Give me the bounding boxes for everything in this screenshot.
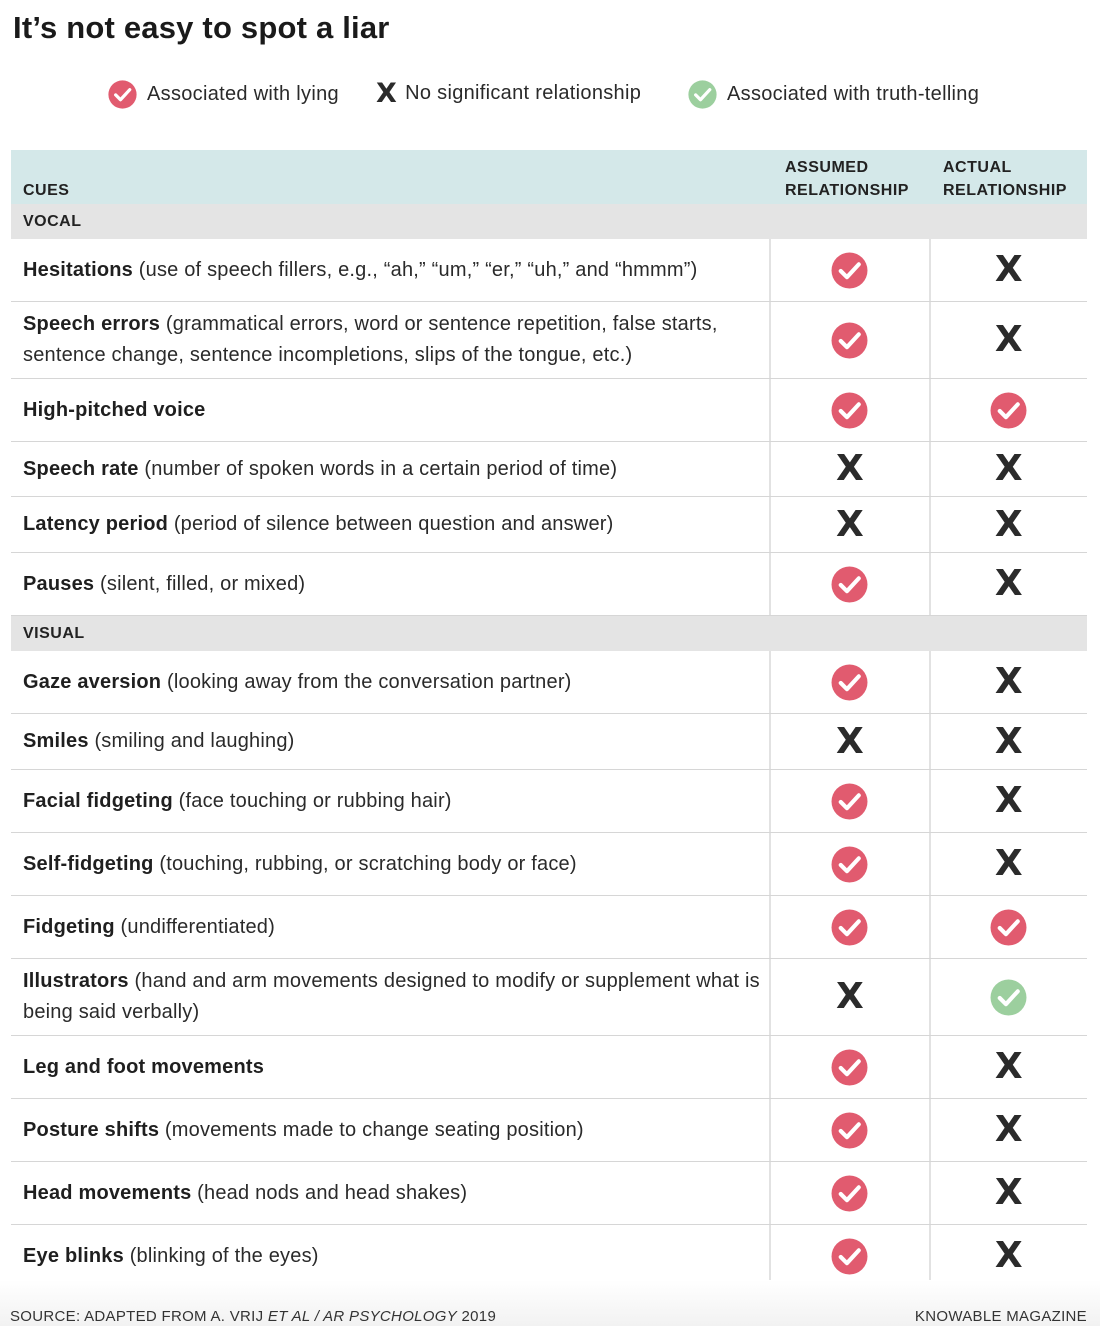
cue-description: (silent, filled, or mixed) — [94, 572, 306, 595]
cue-description: (head nods and head shakes) — [191, 1181, 468, 1204]
cue-text — [23, 395, 206, 426]
cue-cell — [11, 770, 769, 832]
table-row — [11, 1225, 1087, 1287]
header-assumed-line2: RELATIONSHIP — [785, 182, 909, 199]
legend-none — [376, 80, 641, 107]
actual-cell — [929, 497, 1087, 552]
legend-none-label: No significant relationship — [405, 82, 642, 104]
cue-name: Smiles — [23, 730, 89, 752]
assumed-cell — [769, 651, 928, 713]
check-circle-red-icon — [831, 252, 868, 289]
cue-text — [23, 912, 275, 943]
cue-cell — [11, 833, 769, 895]
footer — [0, 1280, 1100, 1326]
cue-name: Posture shifts — [23, 1118, 160, 1141]
check-circle-red-icon — [990, 909, 1027, 946]
x-mark-icon: X — [836, 503, 864, 545]
table-row — [11, 1162, 1087, 1225]
cue-text — [23, 966, 769, 1028]
cue-text — [23, 849, 577, 880]
assumed-cell — [769, 379, 928, 441]
table-row — [11, 714, 1087, 770]
cue-text — [23, 569, 305, 600]
x-mark-icon: X — [994, 843, 1023, 884]
cue-description: (hand and arm movements designed to modify or supplement what is being said verbally) — [23, 970, 760, 1023]
cue-cell — [11, 959, 769, 1035]
cue-description: (period of silence between question and answer) — [168, 513, 614, 535]
x-mark-icon: X — [836, 720, 864, 762]
x-mark-icon: X — [994, 1235, 1023, 1276]
cue-text — [23, 454, 617, 485]
assumed-cell — [769, 553, 928, 615]
check-circle-red-icon — [831, 566, 868, 603]
section-title: VISUAL — [23, 625, 85, 642]
table-row — [11, 379, 1087, 442]
cue-cell — [11, 651, 769, 713]
actual-cell — [929, 1036, 1087, 1098]
cue-cell — [11, 553, 769, 615]
table-row — [11, 553, 1087, 616]
cue-text — [23, 255, 697, 286]
cue-text — [23, 1115, 584, 1146]
actual-cell — [929, 833, 1087, 895]
section-header — [11, 204, 1087, 239]
check-circle-red-icon — [831, 846, 868, 883]
assumed-cell — [769, 770, 928, 832]
check-circle-green-icon — [990, 979, 1027, 1016]
cue-name: Fidgeting — [23, 915, 115, 938]
cue-description: (use of speech fillers, e.g., “ah,” “um,” “er,” “uh,” and “hmmm”) — [133, 258, 698, 281]
table-header — [11, 150, 1087, 204]
check-circle-red-icon — [831, 664, 868, 701]
actual-cell — [929, 1225, 1087, 1287]
actual-cell — [929, 770, 1087, 832]
cue-name: Speech errors — [23, 313, 161, 335]
assumed-cell — [769, 714, 928, 769]
table-row — [11, 302, 1087, 379]
cue-name: Eye blinks — [23, 1244, 124, 1267]
legend-lying — [108, 80, 339, 109]
cue-text — [23, 1052, 264, 1083]
assumed-cell — [769, 239, 928, 301]
x-mark-icon: X — [376, 78, 398, 109]
cue-name: Hesitations — [23, 258, 134, 281]
cue-name: Head movements — [23, 1181, 192, 1204]
cue-text — [23, 786, 452, 817]
header-actual — [943, 156, 1067, 202]
section-title: VOCAL — [23, 213, 82, 230]
assumed-cell — [769, 833, 928, 895]
table-row — [11, 833, 1087, 896]
actual-cell — [929, 1162, 1087, 1224]
table-row — [11, 239, 1087, 302]
cue-cell — [11, 1225, 769, 1287]
section-header — [11, 616, 1087, 651]
cue-description: (smiling and laughing) — [88, 730, 295, 752]
source-prefix: SOURCE: ADAPTED FROM A. VRIJ — [10, 1308, 268, 1325]
source-suffix: 2019 — [457, 1308, 497, 1325]
actual-cell — [929, 1099, 1087, 1161]
assumed-cell — [769, 896, 928, 958]
x-mark-icon: X — [994, 319, 1023, 360]
cue-cell — [11, 442, 769, 496]
check-circle-red-icon — [831, 1112, 868, 1149]
legend-truth-label: Associated with truth-telling — [727, 83, 980, 105]
cues-table — [11, 150, 1087, 1287]
assumed-cell — [769, 497, 928, 552]
actual-cell — [929, 379, 1087, 441]
x-mark-icon: X — [836, 976, 864, 1017]
cue-text — [23, 509, 613, 540]
cue-description: (face touching or rubbing hair) — [172, 789, 452, 812]
check-circle-red-icon — [990, 392, 1027, 429]
actual-cell — [929, 442, 1087, 496]
cue-name: Facial fidgeting — [23, 789, 173, 812]
cue-description: (movements made to change seating position) — [159, 1118, 584, 1141]
actual-cell — [929, 714, 1087, 769]
table-row — [11, 959, 1087, 1036]
cue-description: (touching, rubbing, or scratching body or face) — [153, 852, 577, 875]
assumed-cell — [769, 959, 928, 1035]
check-circle-red-icon — [831, 909, 868, 946]
cue-description: (number of spoken words in a certain period of time) — [138, 457, 618, 480]
assumed-cell — [769, 1225, 928, 1287]
actual-cell — [929, 239, 1087, 301]
x-mark-icon: X — [994, 1109, 1023, 1150]
table-row — [11, 497, 1087, 553]
cue-cell — [11, 379, 769, 441]
cue-text — [23, 309, 769, 371]
assumed-cell — [769, 442, 928, 496]
cue-cell — [11, 1036, 769, 1098]
x-mark-icon: X — [994, 563, 1023, 604]
x-mark-icon: X — [994, 1046, 1023, 1087]
legend-truth — [688, 80, 979, 109]
cue-description: (undifferentiated) — [114, 915, 275, 938]
cue-name: Illustrators — [23, 970, 129, 992]
actual-cell — [929, 651, 1087, 713]
x-mark-icon: X — [994, 249, 1023, 290]
table-row — [11, 770, 1087, 833]
legend — [0, 80, 1100, 116]
assumed-cell — [769, 302, 928, 378]
source-credit — [10, 1308, 496, 1325]
page-title: It’s not easy to spot a liar — [13, 10, 390, 45]
cue-name: Leg and foot movements — [23, 1055, 265, 1078]
assumed-cell — [769, 1162, 928, 1224]
source-italic: ET AL / AR PSYCHOLOGY — [267, 1308, 458, 1325]
cue-description: (blinking of the eyes) — [123, 1244, 319, 1267]
assumed-cell — [769, 1036, 928, 1098]
table-row — [11, 1036, 1087, 1099]
cue-text — [23, 1241, 319, 1272]
table-row — [11, 442, 1087, 497]
cue-description: (grammatical errors, word or sentence repetition, false starts, sentence change, sentence incompletions, slips of the tongue, etc.) — [23, 313, 718, 366]
header-cues: CUES — [23, 182, 70, 199]
x-mark-icon: X — [994, 448, 1023, 489]
table-row — [11, 1099, 1087, 1162]
table-body — [11, 204, 1087, 1287]
cue-text — [23, 667, 572, 698]
x-mark-icon: X — [994, 720, 1023, 762]
x-mark-icon: X — [994, 1172, 1023, 1213]
assumed-cell — [769, 1099, 928, 1161]
check-circle-red-icon — [831, 1238, 868, 1275]
cue-cell — [11, 1162, 769, 1224]
cue-cell — [11, 1099, 769, 1161]
header-assumed — [785, 156, 909, 202]
check-circle-red-icon — [108, 80, 137, 109]
cue-cell — [11, 497, 769, 552]
check-circle-red-icon — [831, 1049, 868, 1086]
table-row — [11, 896, 1087, 959]
cue-name: Speech rate — [23, 457, 139, 480]
brand-credit: KNOWABLE MAGAZINE — [914, 1308, 1087, 1325]
cue-name: Self-fidgeting — [23, 852, 154, 875]
cue-description: (looking away from the conversation partner) — [161, 670, 572, 693]
cue-name: Gaze aversion — [23, 670, 162, 693]
actual-cell — [929, 896, 1087, 958]
cue-cell — [11, 239, 769, 301]
cue-cell — [11, 302, 769, 378]
cue-cell — [11, 896, 769, 958]
legend-lying-label: Associated with lying — [147, 83, 339, 105]
cue-name: High-pitched voice — [23, 398, 206, 421]
cue-text — [23, 726, 295, 757]
cue-name: Latency period — [23, 513, 169, 535]
x-mark-icon: X — [994, 661, 1023, 702]
actual-cell — [929, 302, 1087, 378]
x-mark-icon: X — [994, 780, 1023, 821]
cue-cell — [11, 714, 769, 769]
check-circle-red-icon — [831, 1175, 868, 1212]
cue-text — [23, 1178, 467, 1209]
cue-name: Pauses — [23, 572, 95, 595]
check-circle-red-icon — [831, 392, 868, 429]
actual-cell — [929, 553, 1087, 615]
header-actual-line2: RELATIONSHIP — [943, 182, 1067, 199]
check-circle-red-icon — [831, 322, 868, 359]
table-row — [11, 651, 1087, 714]
x-mark-icon: X — [836, 448, 864, 489]
actual-cell — [929, 959, 1087, 1035]
x-mark-icon: X — [994, 503, 1023, 545]
check-circle-green-icon — [688, 80, 717, 109]
check-circle-red-icon — [831, 783, 868, 820]
header-actual-line1: ACTUAL — [943, 159, 1012, 176]
header-assumed-line1: ASSUMED — [785, 159, 869, 176]
